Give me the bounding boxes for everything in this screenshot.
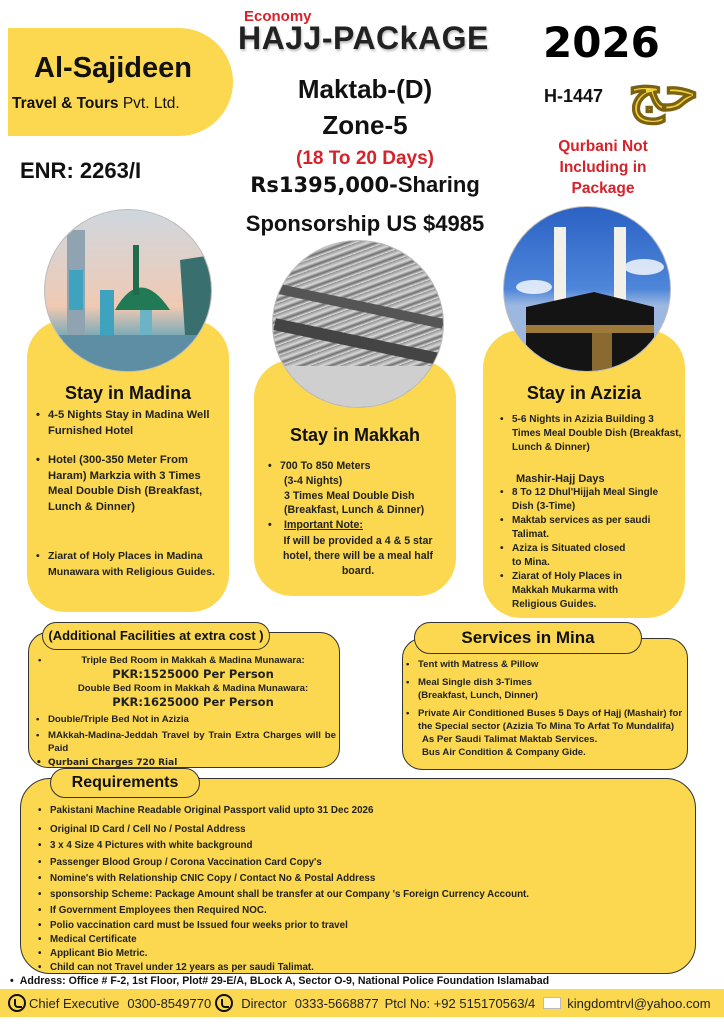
double-bed-price: PKR:1625000 Per Person (112, 695, 274, 709)
hajj-calligraphy-icon: حج (628, 58, 699, 124)
mina-list (406, 658, 686, 759)
madina-card-title: Stay in Madina (64, 383, 192, 403)
makkah-list (268, 459, 452, 533)
list-item: • MAkkah-Madina-Jeddah Travel by Train Extra Charges will be Paid (36, 729, 336, 755)
office-address: • Address: Office # F-2, 1st Floor, Plot# 29-E/A, BLock A, Sector O-9, National Police Foundation Islamabad (10, 975, 550, 987)
zone-label: Zone-5 (322, 110, 408, 140)
list-item: • Child can not Travel under 12 years as per saudi Talimat. (38, 961, 688, 975)
madina-mosque-image (44, 209, 212, 372)
sponsorship-price: Sponsorship US $4985 (245, 211, 485, 236)
economy-label: Economy (244, 8, 312, 25)
page-title: HAJJ-PACkAGE (238, 20, 489, 56)
list-item: • Nomine's with Relationship CNIC Copy / Contact No & Postal Address (38, 871, 688, 887)
triple-bed-price: PKR:1525000 Per Person (112, 667, 274, 681)
list-item: As Per Saudi Talimat Maktab Services. (422, 734, 598, 745)
list-item: • Passenger Blood Group / Corona Vaccination Card Copy's (38, 855, 688, 871)
mina-tents-image (272, 240, 444, 408)
list-item: • 5-6 Nights in Azizia Building 3 Times Meal Double Dish (Breakfast, Lunch & Dinner) (500, 413, 684, 455)
email-address[interactable]: kingdomtrvl@yahoo.com (567, 995, 711, 1011)
facilities-content (36, 654, 336, 770)
list-item: • Ziarat of Holy Places in Makkah Mukarma with Religious Guides. (500, 570, 684, 612)
list-item: • 700 To 850 Meters (3-4 Nights) 3 Times Meal Double Dish (Breakfast, Lunch & Dinner) (268, 459, 452, 518)
whatsapp-icon (215, 994, 233, 1012)
director-phone[interactable]: 0333-5668877 (294, 995, 379, 1011)
email-icon (543, 997, 561, 1009)
ceo-phone[interactable]: 0300-8549770 (127, 995, 212, 1011)
director-label: Director (241, 995, 287, 1011)
list-item: • Important Note: (268, 518, 452, 533)
brand-subtitle: Travel & Tours Pvt. Ltd. (12, 95, 180, 112)
kaaba-image (503, 206, 671, 372)
madina-list (36, 408, 226, 580)
brand-name: Al-Sajideen (34, 52, 192, 84)
list-item: • 8 To 12 Dhul'Hijjah Meal Single Dish (3-Time) (500, 486, 684, 514)
list-item: • Aziza is Situated closed to Mina. (500, 542, 684, 570)
year-label: 2026 (543, 18, 660, 67)
azizia-mashir-list (500, 486, 684, 612)
double-bed-label: Double Bed Room in Makkah & Madina Munawara: (77, 683, 309, 694)
list-item: • Hotel (300-350 Meter From Haram) Markzia with 3 Times Meal Double Dish (Breakfast, Lunch & Dinner) (36, 453, 226, 515)
list-item: • Pakistani Machine Readable Original Passport valid upto 31 Dec 2026 (38, 803, 688, 819)
makkah-important-note: If will be provided a 4 & 5 star hotel, there will be a meal half board. (282, 535, 434, 577)
triple-bed-label: • Triple Bed Room in Makkah & Madina Munawara: (38, 655, 305, 666)
azizia-list (500, 413, 684, 455)
list-item: • Tent with Matress & Pillow (406, 658, 686, 671)
list-item: • Original ID Card / Cell No / Postal Address (38, 822, 688, 838)
list-item: • 4-5 Nights Stay in Madina Well Furnished Hotel (36, 408, 226, 439)
additional-facilities-title: (Additional Facilities at extra cost ) (42, 622, 270, 650)
services-in-mina-title: Services in Mina (414, 622, 642, 654)
ceo-label: Chief Executive (29, 995, 120, 1011)
list-item: • Double/Triple Bed Not in Azizia (36, 713, 336, 726)
list-item: • If Government Employees then Required NOC. (38, 903, 688, 919)
maktab-label: Maktab-(D) (297, 74, 433, 104)
whatsapp-icon (8, 994, 26, 1012)
contact-bar (0, 989, 724, 1017)
list-item: • Qurbani Charges 720 Rial (36, 757, 336, 770)
requirements-title: Requirements (50, 768, 200, 798)
azizia-card-title: Stay in Azizia (526, 383, 642, 403)
duration-label: (18 To 20 Days) (296, 148, 434, 169)
qurbani-note: Qurbani Not Including in Package (558, 138, 648, 197)
list-item: • Applicant Bio Metric. (38, 947, 688, 961)
list-item: • Maktab services as per saudi Talimat. (500, 514, 684, 542)
list-item: • Ziarat of Holy Places in Madina Munawara with Religious Guides. (36, 549, 226, 580)
mashir-hajj-days-heading: Mashir-Hajj Days (516, 473, 605, 485)
hijri-year: H-1447 (544, 86, 604, 106)
enr-number: ENR: 2263/I (20, 158, 142, 183)
list-item: • Private Air Conditioned Buses 5 Days of Hajj (Mashair) for the Special sector (Azizia To Mina To Arfat To Mundalifa) (406, 707, 686, 733)
ptcl-number[interactable]: Ptcl No: +92 515170563/4 (384, 995, 536, 1011)
list-item: • sponsorship Scheme: Package Amount shall be transfer at our Company 's Foreign Currency Account. (38, 887, 688, 903)
list-item: • Polio vaccination card must be Issued four weeks prior to travel (38, 919, 688, 933)
package-price: Rs1395,000-Sharing (250, 172, 480, 197)
requirements-list (38, 803, 688, 975)
makkah-card-title: Stay in Makkah (289, 425, 421, 445)
brand-logo-block (8, 28, 233, 136)
list-item: • 3 x 4 Size 4 Pictures with white background (38, 838, 688, 854)
list-item: • Medical Certificate (38, 933, 688, 947)
list-item: • Meal Single dish 3-Times (Breakfast, Lunch, Dinner) (406, 676, 686, 702)
list-item: Bus Air Condition & Company Gide. (422, 747, 586, 758)
